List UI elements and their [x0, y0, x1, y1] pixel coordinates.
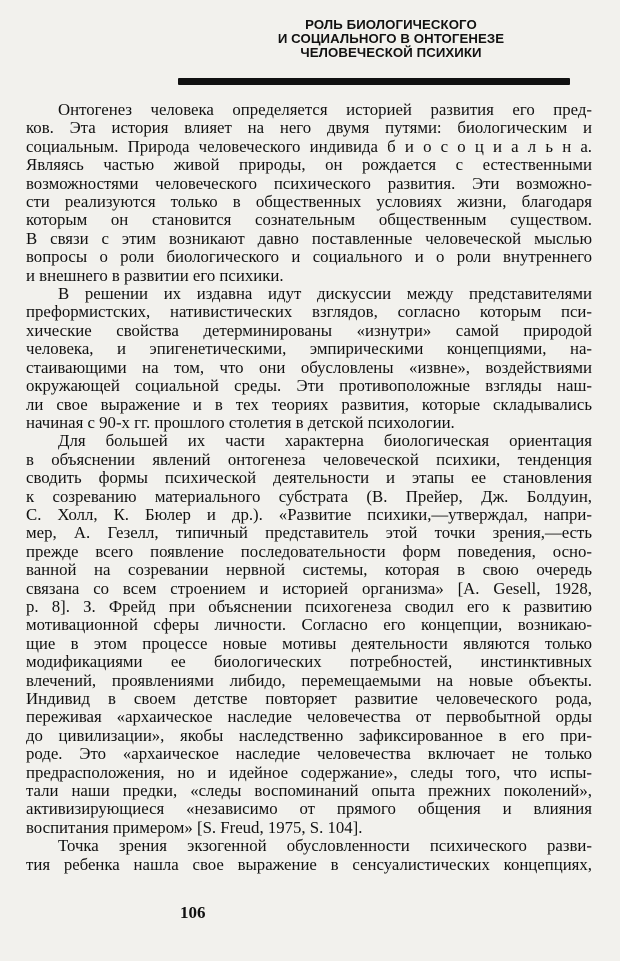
- text-line: модификациями ее биологических потребностей, инстинктивных: [26, 652, 592, 672]
- page-number: 106: [180, 903, 206, 922]
- text-line: переживая «архаическое наследие человечества от первобытной орды: [26, 707, 592, 727]
- text-line: в объяснении явлений онтогенеза человеческой психики, тенденция: [26, 449, 592, 469]
- text-line: тали наши предки, «следы воспоминаний опыта прежних поколений»,: [26, 781, 592, 801]
- text-line: к созреванию материального субстрата (В. Прейер, Дж. Болдуин,: [26, 486, 592, 506]
- chapter-title-line: ЧЕЛОВЕЧЕСКОЙ ПСИХИКИ: [300, 45, 482, 60]
- text-line: до цивилизации», якобы наследственно зафиксированное в его при-: [26, 725, 592, 745]
- text-line: влечений, проявлениями либидо, перемещаемыми на новые объекты.: [26, 670, 592, 690]
- text-line: Онтогенез человека определяется историей развития его пред-: [58, 100, 592, 119]
- text-line: человека, и эпигенетическими, эмпирическими концепциями, на-: [26, 339, 592, 359]
- text-line: тия ребенка нашла свое выражение в сенсуалистических концепциях,: [26, 854, 592, 874]
- text-line: щие в этом процессе новые мотивы деятельности являются только: [26, 633, 592, 653]
- text-line: В решении их издавна идут дискуссии между представителями: [58, 284, 592, 304]
- text-line: роде. Это «архаическое наследие человечества включает не только: [26, 744, 592, 764]
- text-line: начиная с 90-х гг. прошлого столетия в детской психологии.: [26, 412, 455, 432]
- text-line: Являясь частью живой природы, он рождается с естественными: [26, 155, 592, 175]
- text-line: и внешнего в развитии его психики.: [26, 265, 284, 285]
- text-line: p. 8]. З. Фрейд при объяснении психогенеза сводил его к развитию: [26, 596, 592, 616]
- text-line: преформистских, нативистических взглядов, согласно которым пси-: [26, 302, 592, 322]
- text-line: Точка зрения экзогенной обусловленности психического разви-: [58, 836, 592, 856]
- text-line: вопросы о роли биологического и социального и о роли внутреннего: [26, 247, 592, 267]
- text-line: ли свое выражение и в тех теориях развития, которые складывались: [26, 394, 592, 414]
- text-line: связана со всем строением и историей организма» [A. Gesell, 1928,: [26, 578, 592, 598]
- body-text: [26, 101, 592, 874]
- chapter-title-line: РОЛЬ БИОЛОГИЧЕСКОГО: [305, 17, 477, 32]
- text-line: Для большей их части характерна биологическая ориентация: [58, 431, 592, 451]
- text-line: окружающей социальной среды. Эти противоположные взгляды наш-: [26, 376, 592, 396]
- text-line: хические свойства детерминированы «изнутри» самой природой: [26, 320, 592, 340]
- text-line: ков. Эта история влияет на него двумя путями: биологическим и: [26, 118, 592, 138]
- text-line: прежде всего появление последовательности форм поведения, осно-: [26, 541, 592, 561]
- text-line: С. Холл, К. Бюлер и др.). «Развитие психики,—утверждал, напри-: [26, 504, 592, 524]
- text-line: сти реализуются только в общественных условиях жизни, благодаря: [26, 192, 592, 212]
- chapter-title: [230, 18, 552, 60]
- chapter-title-line: И СОЦИАЛЬНОГО В ОНТОГЕНЕЗЕ: [277, 31, 505, 46]
- text-line: социальным. Природа человеческого индивида б и о с о ц и а л ь н а.: [26, 136, 592, 156]
- text-line: активизирующиеся «независимо от прямого общения и влияния: [26, 799, 592, 819]
- text-line: возможностями человеческого психического развития. Эти возможно-: [26, 173, 592, 193]
- header-rule: [178, 78, 570, 85]
- text-line: ванной на созревании нервной системы, которая в свою очередь: [26, 560, 592, 580]
- text-line: воспитания примером» [S. Freud, 1975, S. 104].: [26, 817, 363, 837]
- text-line: стаивающими на том, что они обусловлены «извне», воздействиями: [26, 357, 592, 377]
- text-line: предрасположения, но и идейное содержание», следы того, что испы-: [26, 762, 592, 782]
- text-line: сводить формы психической деятельности и этапы ее становления: [26, 468, 592, 488]
- text-line: Индивид в своем детстве повторяет развитие человеческого рода,: [26, 689, 592, 708]
- text-line: В связи с этим возникают давно поставленные человеческой мыслью: [26, 228, 592, 248]
- text-line: мер, А. Гезелл, типичный представитель этой точки зрения,—есть: [26, 523, 592, 543]
- text-line: мотивационной сферы личности. Согласно его концепции, возникаю-: [26, 615, 592, 635]
- text-line: которым он становится сознательным общественным существом.: [26, 210, 592, 230]
